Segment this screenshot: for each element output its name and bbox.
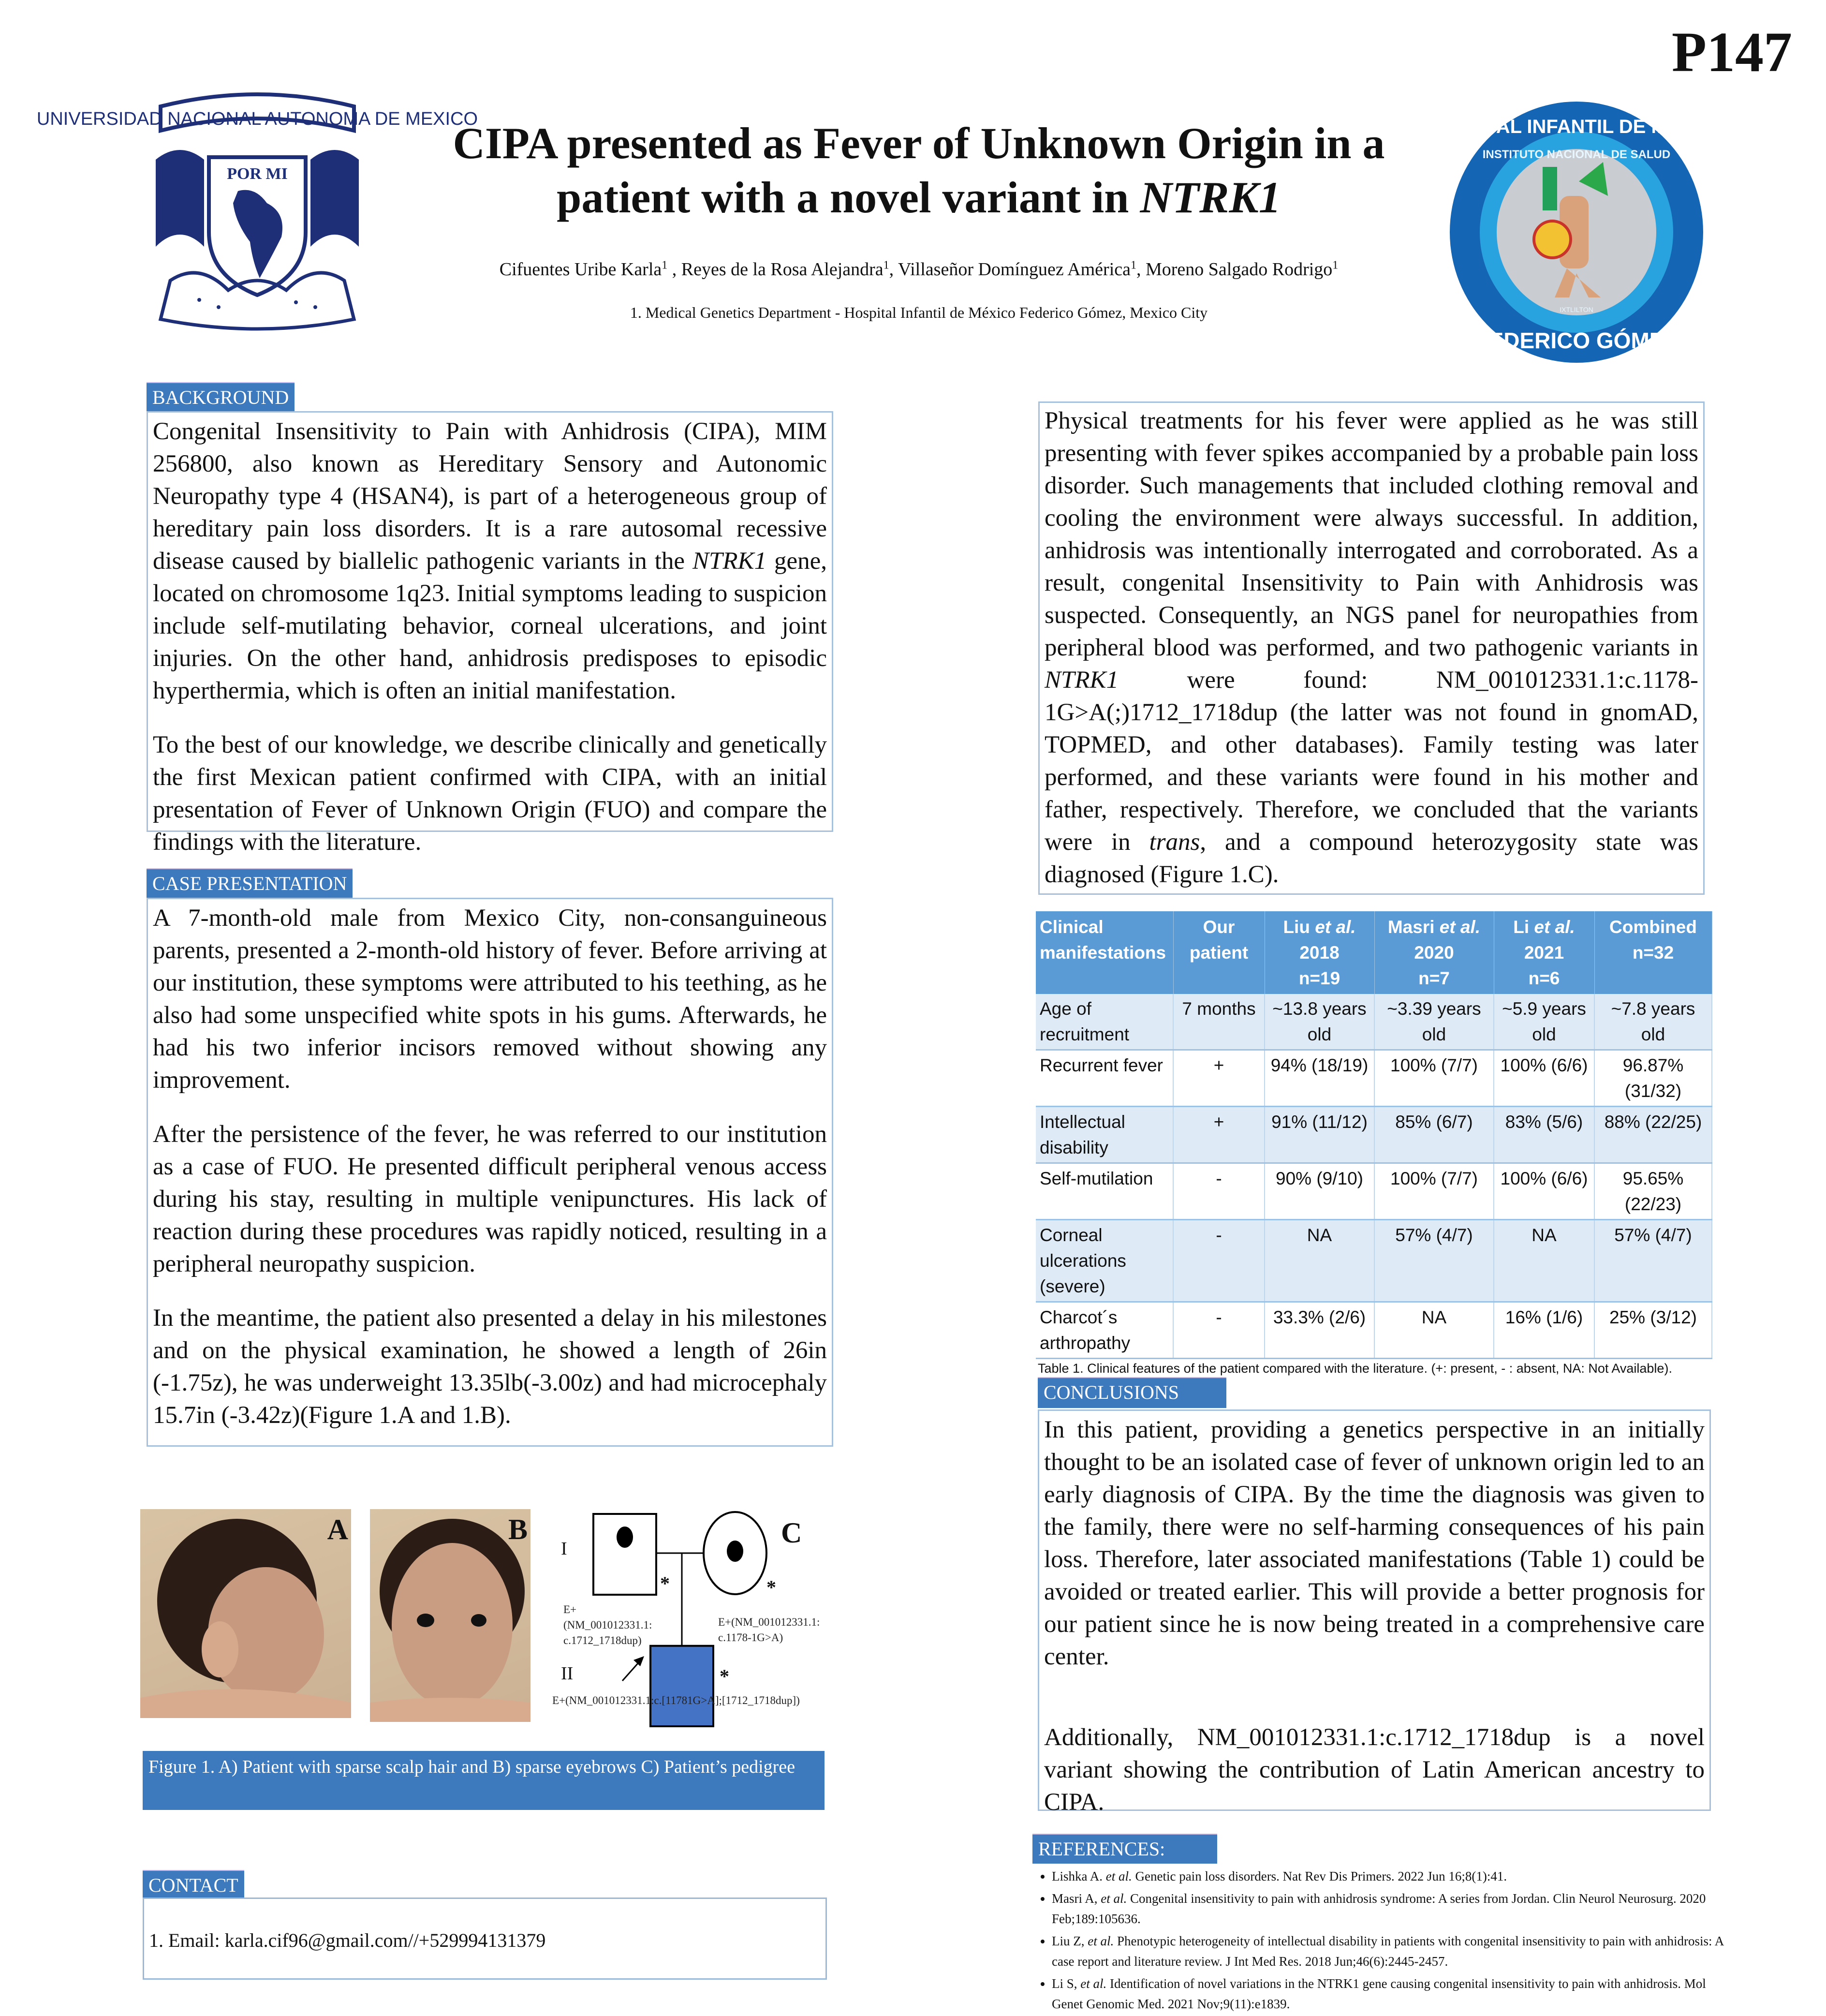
figure-caption: Figure 1. A) Patient with sparse scalp hair and B) sparse eyebrows C) Patient’s pedigree	[143, 1751, 825, 1810]
bg-gene: NTRK1	[692, 548, 767, 575]
author-separator: ,	[889, 259, 898, 280]
table-caption: Table 1. Clinical features of the patient compared with the literature. (+: present, - : absent, NA: Not Available).	[1038, 1361, 1672, 1376]
mother-genotype	[718, 1615, 820, 1645]
title-line-1: CIPA presented as Fever of Unknown Origin in a	[453, 119, 1385, 168]
table-cell: 83% (5/6)	[1494, 1107, 1594, 1163]
table-row	[1036, 1220, 1712, 1302]
table-cell: ~5.9 years old	[1494, 994, 1594, 1050]
reference-citation: Genetic pain loss disorders. Nat Rev Dis Primers. 2022 Jun 16;8(1):41.	[1132, 1869, 1507, 1883]
background-paragraph-2: To the best of our knowledge, we describe clinically and genetically the first Mexican patient confirmed with CIPA, with an initial presentation of Fever of Unknown Origin (FUO) and compare the findings with the literature.	[153, 731, 827, 856]
table-header-row	[1036, 911, 1712, 994]
table-cell: NA	[1494, 1220, 1594, 1302]
table-cell: +	[1173, 1050, 1265, 1107]
reference-citation: Phenotypic heterogeneity of intellectual disability in patients with congenital insensitivity to pain with anhidrosis: A case report and literature review. J Int Med Res. 2018 Jun;46(6):2445-2457.	[1052, 1934, 1723, 1969]
mother-genotype-line: c.1178-1G>A)	[718, 1631, 783, 1644]
row-label: Age of recruitment	[1036, 994, 1173, 1050]
father-genotype-line: E+	[563, 1603, 577, 1616]
header-author: Masri	[1387, 917, 1440, 937]
continuation-text-a: Physical treatments for his fever were applied as he was still presenting with fever spikes accompanied by a probable pain loss disorder. Such managements that included clothing removal and cooling the environment were always successful. In addition, anhidrosis was intentionally interrogated and corroborated. As a result, congenital Insensitivity to Pain with Anhidrosis was suspected. Consequently, an NGS panel for neuropathies from peripheral blood was performed, and two pathogenic variants in	[1045, 407, 1698, 661]
bg-text-a: Congenital Insensitivity to Pain with Anhidrosis (CIPA), MIM 256800, also known as Hereditary Sensory and Autonomic Neuropathy type 4 (HSAN4), is part of a heterogeneous group of hereditary pain loss disorders. It is a rare autosomal recessive disease caused by biallelic pathogenic variants in the	[153, 418, 827, 575]
table-cell: 25% (3/12)	[1594, 1302, 1712, 1359]
hospital-logo	[1425, 99, 1728, 365]
table-cell: 100% (6/6)	[1494, 1050, 1594, 1107]
author-name: Reyes de la Rosa Alejandra	[681, 259, 884, 280]
author-affiliation-sup: 1	[1332, 259, 1339, 272]
reference-citation: Identification of novel variations in the NTRK1 gene causing congenital insensitivity to pain with anhidrosis. Mol Genet Genomic Med. 2021 Nov;9(11):e1839.	[1052, 1976, 1706, 2011]
row-label: Recurrent fever	[1036, 1050, 1173, 1107]
reference-author: Li S,	[1052, 1976, 1081, 1991]
poster-title	[368, 116, 1470, 224]
table-cell: 16% (1/6)	[1494, 1302, 1594, 1359]
reference-item	[1052, 1866, 1729, 1886]
table-cell: 100% (7/7)	[1374, 1050, 1494, 1107]
header-line: n=7	[1418, 968, 1450, 988]
table-header-cell	[1036, 911, 1173, 994]
table-row	[1036, 1107, 1712, 1163]
table-cell: NA	[1374, 1302, 1494, 1359]
table-cell: -	[1173, 1163, 1265, 1220]
row-label: Self-mutilation	[1036, 1163, 1173, 1220]
case-box	[147, 898, 833, 1447]
reference-author: Lishka A.	[1052, 1869, 1106, 1883]
photo-a-label: A	[327, 1513, 348, 1545]
clinical-table-wrap	[1036, 911, 1712, 1376]
affiliation: 1. Medical Genetics Department - Hospital Infantil de México Federico Gómez, Mexico City	[630, 304, 1208, 321]
header-line	[1269, 914, 1370, 940]
case-continuation-box	[1038, 401, 1705, 895]
header-line: Clinical	[1040, 917, 1104, 937]
reference-item	[1052, 1973, 1729, 2014]
table-cell: 88% (22/25)	[1594, 1107, 1712, 1163]
generation-ii-label: II	[561, 1663, 574, 1684]
table-header-cell	[1374, 911, 1494, 994]
table-cell: 100% (6/6)	[1494, 1163, 1594, 1220]
row-label: Corneal ulcerations (severe)	[1036, 1220, 1173, 1302]
author	[500, 259, 681, 280]
photo-a	[140, 1509, 351, 1718]
table-cell: ~3.39 years old	[1374, 994, 1494, 1050]
table-cell: -	[1173, 1302, 1265, 1359]
contact-box	[143, 1897, 827, 1980]
author	[1146, 259, 1338, 280]
header-line	[1498, 914, 1590, 940]
bg-text-b: gene, located on chromosome 1q23. Initial symptoms leading to suspicion include self-mutilating behavior, corneal ulcerations, and joint injuries. On the other hand, anhidrosis predisposes to episodic hyperthermia, which is often an initial manifestation.	[153, 548, 827, 704]
reference-item	[1052, 1931, 1729, 1972]
conclusions-paragraph-1: In this patient, providing a genetics perspective in an initially thought to be an isolated case of fever of unknown origin led to an early diagnosis of CIPA. By the time the diagnosis was given to the family, there were no self-harming consequences of his pain loss. Therefore, later associated manifestations (Table 1) could be avoided or treated earlier. This will provide a better prognosis for our patient since he is now being treated in a comprehensive care center.	[1044, 1416, 1705, 1670]
background-box	[147, 411, 833, 856]
table-cell: 90% (9/10)	[1265, 1163, 1374, 1220]
mother-asterisk: *	[766, 1576, 776, 1598]
proband-asterisk: *	[720, 1665, 729, 1687]
header-author: Li	[1513, 917, 1534, 937]
table-cell: 95.65% (22/23)	[1594, 1163, 1712, 1220]
generation-i-label: I	[561, 1539, 567, 1559]
father-symbol	[593, 1514, 656, 1595]
table-cell: 57% (4/7)	[1374, 1220, 1494, 1302]
reference-author: Masri A,	[1052, 1891, 1101, 1906]
table-cell: ~7.8 years old	[1594, 994, 1712, 1050]
header-line: Our	[1203, 917, 1235, 937]
header-line: 2021	[1524, 943, 1564, 963]
references-list	[1032, 1866, 1729, 2016]
proband-genotype: E+(NM_001012331.1:c.[11781G>A];[1712_1718dup])	[552, 1694, 800, 1706]
header-line: 2018	[1299, 943, 1340, 963]
header-line: 2020	[1414, 943, 1454, 963]
panel-c-label: C	[781, 1517, 802, 1549]
table-header-cell	[1594, 911, 1712, 994]
background-heading: BACKGROUND	[147, 382, 295, 412]
reference-etal: et al.	[1088, 1934, 1114, 1948]
title-line-2	[368, 170, 1470, 224]
title-line-2-text: patient with a novel variant in	[557, 173, 1140, 222]
table-cell: 57% (4/7)	[1594, 1220, 1712, 1302]
table-cell: 85% (6/7)	[1374, 1107, 1494, 1163]
table-row	[1036, 1050, 1712, 1107]
conclusions-box	[1038, 1409, 1711, 1816]
table-cell: 100% (7/7)	[1374, 1163, 1494, 1220]
author	[681, 259, 898, 280]
conclusions-paragraph-2: Additionally, NM_001012331.1:c.1712_1718dup is a novel variant showing the contribution of Latin American ancestry to CIPA.	[1044, 1724, 1705, 1816]
title-gene: NTRK1	[1140, 173, 1281, 222]
author-name: Moreno Salgado Rodrigo	[1145, 259, 1333, 280]
table-cell: ~13.8 years old	[1265, 994, 1374, 1050]
unam-logo-text: UNIVERSIDAD NACIONAL AUTONOMA DE MEXICO	[36, 109, 478, 129]
table-cell: 7 months	[1173, 994, 1265, 1050]
author-name: Villaseñor Domínguez América	[898, 259, 1131, 280]
father-asterisk: *	[660, 1572, 670, 1594]
header-line: n=32	[1632, 943, 1674, 963]
svg-text:HOSPITAL INFANTIL DE MÉXICO: HOSPITAL INFANTIL DE MÉXICO	[1425, 116, 1728, 137]
case-paragraph-2: After the persistence of the fever, he was referred to our institution as a case of FUO. He presented difficult peripheral venous access during his stay, resulting in multiple venipunctures. His lack of reaction during these procedures was rapidly noticed, resulting in a peripheral neuropathy suspicion.	[153, 1121, 827, 1277]
author-separator: ,	[1136, 259, 1146, 280]
row-label: Charcot´s arthropathy	[1036, 1302, 1173, 1359]
header-line: n=19	[1298, 968, 1340, 988]
table-header-cell	[1265, 911, 1374, 994]
reference-etal: et al.	[1080, 1976, 1107, 1991]
continuation-text-c: , and a compound heterozygosity state was diagnosed (Figure 1.C).	[1045, 829, 1698, 888]
author-affiliation-sup: 1	[883, 259, 889, 272]
conclusions-heading: CONCLUSIONS	[1038, 1377, 1226, 1408]
mother-genotype-line: E+(NM_001012331.1:	[718, 1616, 820, 1628]
case-heading: CASE PRESENTATION	[147, 868, 353, 898]
father-genotype-line: c.1712_1718dup)	[563, 1634, 642, 1646]
author	[898, 259, 1146, 280]
unam-logo	[36, 87, 478, 334]
author-list	[368, 259, 1470, 280]
contact-heading: CONTACT	[143, 1870, 244, 1900]
clinical-table	[1036, 911, 1712, 1359]
continuation-trans: trans	[1149, 829, 1200, 856]
row-label: Intellectual disability	[1036, 1107, 1173, 1163]
header-etal: et al.	[1315, 917, 1356, 937]
header-etal: et al.	[1534, 917, 1575, 937]
author-affiliation-sup: 1	[662, 259, 668, 272]
svg-text:INSTITUTO NACIONAL DE SALUD: INSTITUTO NACIONAL DE SALUD	[1482, 148, 1671, 161]
table-cell: 94% (18/19)	[1265, 1050, 1374, 1107]
table-row	[1036, 1302, 1712, 1359]
father-genotype-line: (NM_001012331.1:	[563, 1619, 652, 1631]
header-author: Liu	[1283, 917, 1315, 937]
contact-text: 1. Email: karla.cif96@gmail.com//+529994131379	[149, 1929, 546, 1951]
table-header-cell	[1173, 911, 1265, 994]
table-row	[1036, 994, 1712, 1050]
table-header-cell	[1494, 911, 1594, 994]
case-paragraph-1: A 7-month-old male from Mexico City, non-consanguineous parents, presented a 2-month-old history of fever. Before arriving at our institution, these symptoms were attributed to his teething, as he also had some unspecified white spots in his gums. Afterwards, he had his two inferior incisors removed without showing any improvement.	[153, 904, 827, 1094]
background-paragraph-1	[153, 415, 827, 707]
poster-id: P147	[1671, 20, 1792, 84]
table-cell: 91% (11/12)	[1265, 1107, 1374, 1163]
header-line: Combined	[1609, 917, 1697, 937]
author-affiliation-sup: 1	[1130, 259, 1136, 272]
pedigree	[532, 1490, 870, 1722]
continuation-paragraph	[1045, 405, 1698, 891]
header-line: patient	[1189, 943, 1249, 963]
svg-text:IXTLILTON: IXTLILTON	[1560, 306, 1593, 313]
table-cell: +	[1173, 1107, 1265, 1163]
continuation-gene: NTRK1	[1045, 667, 1119, 694]
reference-citation: Congenital insensitivity to pain with anhidrosis syndrome: A series from Jordan. Clin Neurol Neurosurg. 2020 Feb;189:105636.	[1052, 1891, 1706, 1926]
reference-etal: et al.	[1105, 1869, 1132, 1883]
table-cell: 33.3% (2/6)	[1265, 1302, 1374, 1359]
header-line	[1379, 914, 1490, 940]
header-etal: et al.	[1439, 917, 1481, 937]
author-separator: ,	[667, 259, 681, 280]
reference-author: Liu Z,	[1052, 1934, 1088, 1948]
photo-b-label: B	[508, 1513, 528, 1545]
case-paragraph-3: In the meantime, the patient also presented a delay in his milestones and on the physical examination, he showed a length of 26in (-1.75z), he was underweight 13.35lb(-3.00z) and had microcephaly 15.7in (-3.42z)(Figure 1.A and 1.B).	[153, 1304, 827, 1429]
table-cell: NA	[1265, 1220, 1374, 1302]
references-heading: REFERENCES:	[1032, 1834, 1217, 1864]
svg-text:FEDERICO GÓMEZ: FEDERICO GÓMEZ	[1475, 328, 1678, 353]
svg-text:POR MI: POR MI	[227, 165, 288, 183]
reference-item	[1052, 1888, 1729, 1929]
father-genotype	[563, 1602, 652, 1648]
header-line: n=6	[1528, 968, 1560, 988]
table-row	[1036, 1163, 1712, 1220]
continuation-text-b: were found: NM_001012331.1:c.1178-1G>A(;)1712_1718dup (the latter was not found in gnomAD, TOPMED, and other databases). Family testing was later performed, and these variants were found in his mother and father, respectively. Therefore, we concluded that the variants were in	[1045, 667, 1698, 856]
proband-symbol	[650, 1646, 713, 1726]
photo-b	[370, 1509, 530, 1722]
header-line: manifestations	[1040, 943, 1166, 963]
author-name: Cifuentes Uribe Karla	[499, 259, 662, 280]
reference-etal: et al.	[1101, 1891, 1127, 1906]
table-cell: 96.87% (31/32)	[1594, 1050, 1712, 1107]
table-cell: -	[1173, 1220, 1265, 1302]
